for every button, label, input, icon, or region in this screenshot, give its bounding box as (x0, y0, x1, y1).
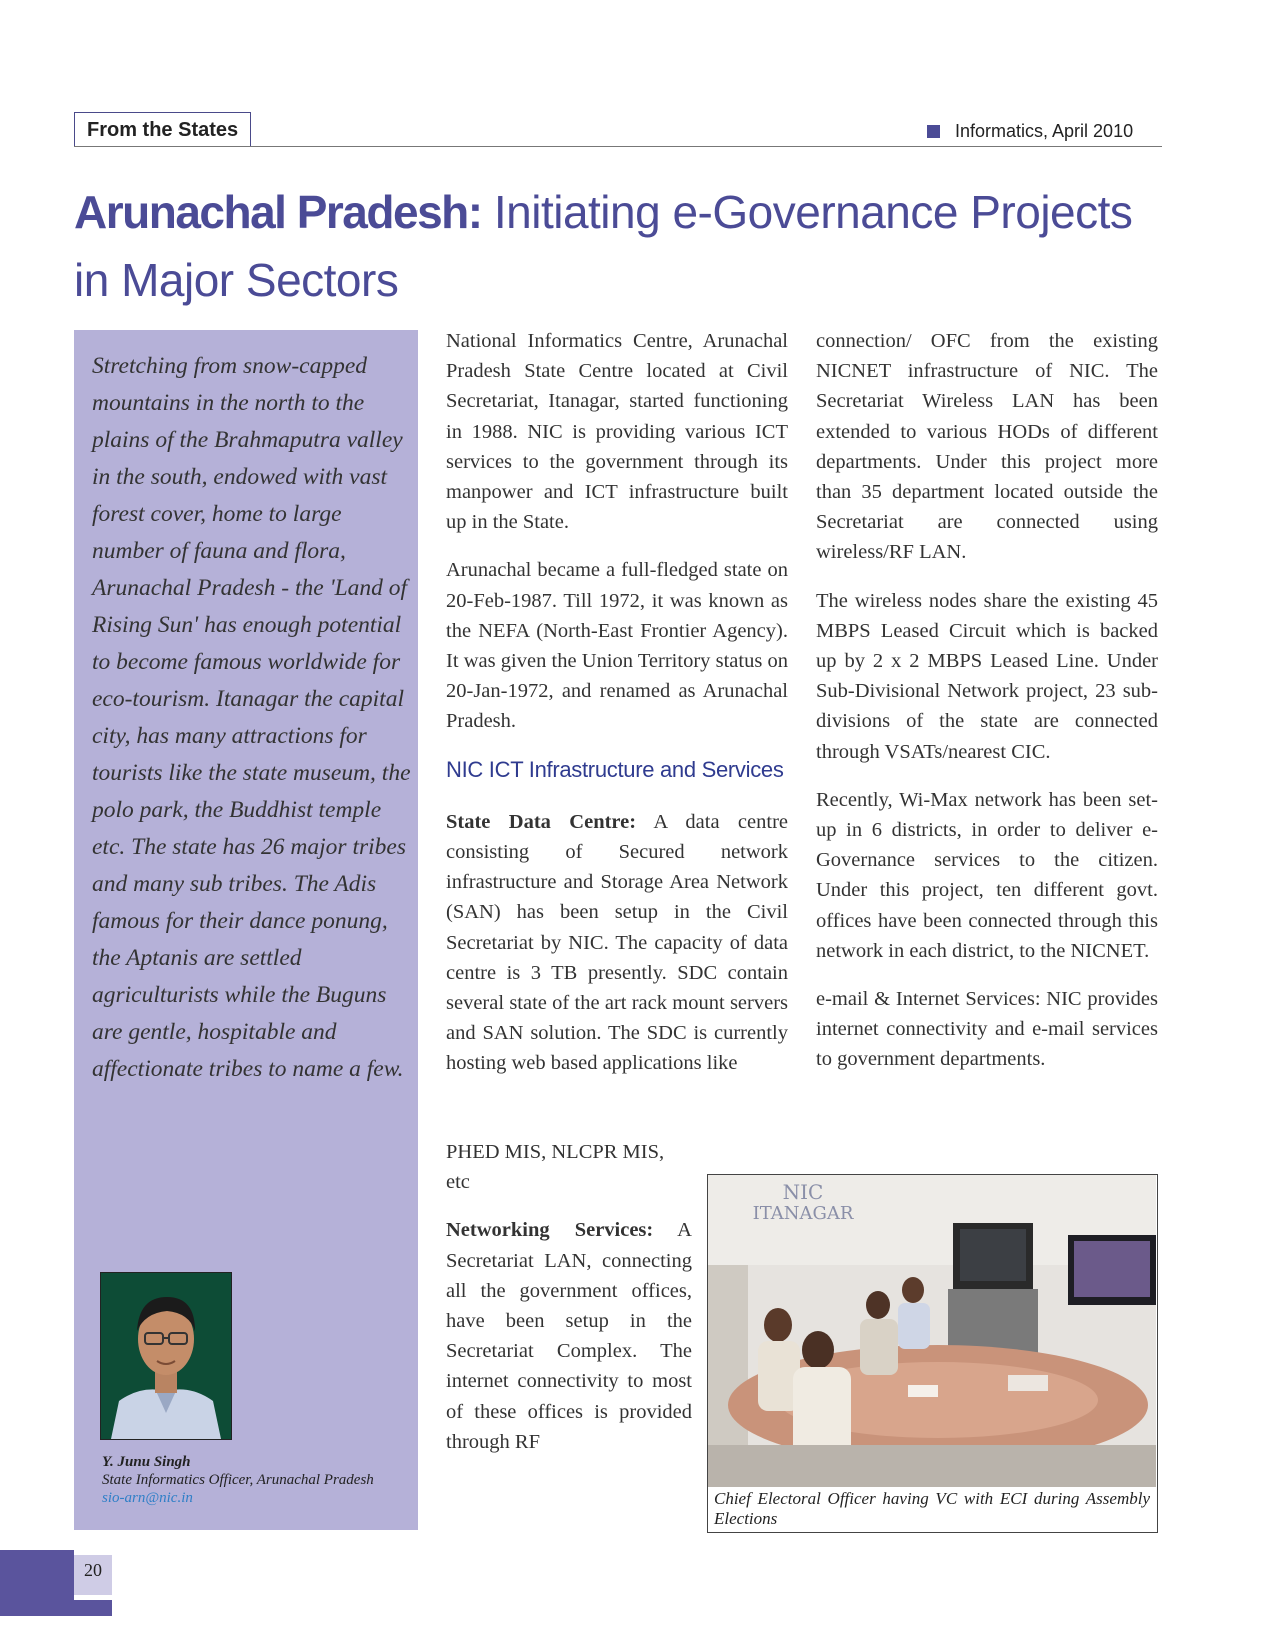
photo-caption: Chief Electoral Officer having VC with ECI during Assembly Elections (714, 1489, 1150, 1528)
lead-networking: Networking Services: (446, 1219, 654, 1242)
section-subheading: NIC ICT Infrastructure and Services (446, 756, 784, 782)
paragraph-leased-circuit: The wireless nodes share the existing 45 MBPS Leased Circuit which is backed up by 2 x 2 MBPS Leased Line. Under Sub-Divisional Network project, 23 sub-divisions of the state are connected through VSATs/nearest CIC. (816, 589, 1158, 763)
header-rule (74, 146, 1162, 147)
photo-sign-line2: ITANAGAR (752, 1203, 854, 1224)
issue-label: Informatics, April 2010 (955, 121, 1134, 141)
title-rest: Initiating e-Governance Projects in Major Sectors (74, 186, 1133, 306)
paragraph-data-centre: State Data Centre: A data centre consisting of Secured network infrastructure and Storage Area Network (SAN) has been setup in the Civil Secretariat by NIC. The capacity of data centre is 3 TB presently. SDC contain several state of the art rack mount servers and SAN solution. The SDC is currently hosting web based applications like (446, 810, 788, 1075)
article-photo (707, 1174, 1158, 1533)
author-email-link[interactable]: sio-arn@nic.in (102, 1490, 193, 1506)
paragraph-wimax: Recently, Wi-Max network has been set-up in 6 districts, in order to deliver e-Governance services to the citizen. Under this project, ten different govt. offices have been connected through this network in each district, to the NICNET. (816, 788, 1158, 962)
article-column-3 (816, 326, 1158, 1093)
page-number: 20 (84, 1560, 102, 1580)
author-role: State Informatics Officer, Arunachal Pradesh (102, 1472, 374, 1488)
footer-bar-small (74, 1600, 112, 1616)
article-column-2-lower (446, 1137, 692, 1475)
paragraph-wireless-lan: connection/ OFC from the existing NICNET infrastructure of NIC. The Secretariat Wireless LAN has been extended to various HODs of different departments. Under this project more than 35 department located outside the Secretariat are connected using wireless/RF LAN. (816, 330, 1158, 564)
footer-bar (0, 1550, 74, 1616)
paragraph-data-centre-tail: PHED MIS, NLCPR MIS, etc (446, 1141, 665, 1194)
section-tag: From the States (74, 112, 251, 146)
author-photo (100, 1272, 232, 1440)
issue-marker (927, 125, 940, 138)
sidebar-intro: Stretching from snow-capped mountains in the north to the plains of the Brahmaputra valley in the south, endowed with vast forest cover, home to large number of fauna and flora, Arunachal Pradesh - the 'Land of Rising Sun' has enough potential to become famous worldwide for eco-tourism. Itanagar the capital city, has many attractions for tourists like the state museum, the polo park, the Buddhist temple etc. The state has 26 major tribes and many sub tribes. The Adis famous for their dance ponung, the Aptanis are settled agriculturists while the Buguns are gentle, hospitable and affectionate tribes to name a few. (92, 353, 411, 1082)
meeting-room-image (708, 1175, 1156, 1487)
paragraph-history: Arunachal became a full-fledged state on 20-Feb-1987. Till 1972, it was known as the NEFA (North-East Frontier Agency). It was given the Union Territory status on 20-Jan-1972, and renamed as Arunachal Pradesh. (446, 559, 788, 733)
paragraph-networking: Networking Services: A Secretariat LAN, connecting all the government offices, have been setup in the Secretariat Complex. The internet connectivity to most of these offices is provided through RF (446, 1219, 692, 1453)
lead-data-centre: State Data Centre: (446, 810, 637, 833)
article-title (74, 178, 1164, 314)
paragraph-email-services: e-mail & Internet Services: NIC provides internet connectivity and e-mail services to government departments. (816, 988, 1158, 1071)
author-portrait-image (101, 1273, 231, 1439)
photo-sign-line1: NIC (782, 1180, 824, 1204)
paragraph-intro: National Informatics Centre, Arunachal Pradesh State Centre located at Civil Secretariat, Itanagar, started functioning in 1988. NIC is providing various ICT services to the government through its manpower and ICT infrastructure built up in the State. (446, 330, 788, 534)
title-bold: Arunachal Pradesh: (74, 186, 482, 238)
author-name: Y. Junu Singh (102, 1454, 191, 1470)
article-column-2 (446, 326, 788, 1097)
